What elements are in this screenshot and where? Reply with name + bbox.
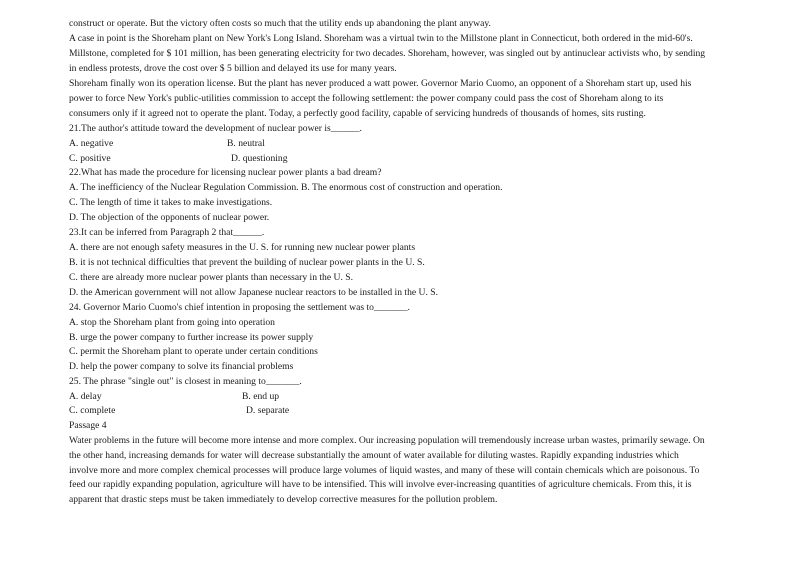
passage4-line-5: apparent that drastic steps must be taken immediately to develop corrective measures for the pollution problem.: [69, 494, 498, 505]
question-21-option-c: C. positive: [69, 153, 111, 164]
question-25-option-d: D. separate: [246, 405, 290, 416]
question-22-option-c: C. The length of time it takes to make investigations.: [69, 197, 273, 208]
question-22-option-d: D. The objection of the opponents of nuclear power.: [69, 212, 270, 223]
passage3-line-1: construct or operate. But the victory often costs so much that the utility ends up abandoning the plant anyway.: [69, 18, 491, 29]
question-25-option-b: B. end up: [242, 391, 280, 402]
passage3-line-5: Shoreham finally won its operation license. But the plant has never produced a watt power. Governor Mario Cuomo, an opponent of a Shoreham start up, used his: [69, 78, 692, 89]
question-24-option-b: B. urge the power company to further increase its power supply: [69, 332, 314, 343]
passage4-heading: Passage 4: [69, 420, 107, 431]
passage4-line-3: involve more and more complex chemical processes will produce large volumes of liquid wastes, and many of these will contain chemicals which are poisonous. To: [69, 465, 700, 476]
question-25-option-a: A. delay: [69, 391, 102, 402]
question-24-option-c: C. permit the Shoreham plant to operate under certain conditions: [69, 346, 318, 357]
question-25-stem: 25. The phrase "single out" is closest in meaning to_______.: [69, 376, 302, 387]
question-22-stem: 22.What has made the procedure for licensing nuclear power plants a bad dream?: [69, 167, 382, 178]
question-21-option-b: B. neutral: [227, 138, 265, 149]
passage3-line-4: in endless protests, drove the cost over $ 5 billion and delayed its use for many years.: [69, 63, 397, 74]
question-23-option-c: C. there are already more nuclear power plants than necessary in the U. S.: [69, 272, 353, 283]
question-22-options-ab: A. The inefficiency of the Nuclear Regulation Commission. B. The enormous cost of construction and operation.: [69, 182, 503, 193]
passage3-line-6: power to force New York's public-utilities commission to accept the following settlement: the power company could pass the cost of Shoreham along to its: [69, 93, 664, 104]
question-21-option-a: A. negative: [69, 138, 114, 149]
passage3-line-3: Millstone, completed for $ 101 million, has been generating electricity for two decades. Shoreham, however, was singled out by antinuclear activists who, by sending: [69, 48, 706, 59]
question-21-option-d: D. questioning: [231, 153, 288, 164]
passage4-line-2: the other hand, increasing demands for water will decrease substantially the amount of water available for diluting wastes. Rapidly expanding industries which: [69, 450, 679, 461]
passage3-line-7: consumers only if it agreed not to operate the plant. Today, a perfectly good facility, capable of servicing hundreds of thousands of homes, sits rusting.: [69, 108, 646, 119]
question-23-stem: 23.It can be inferred from Paragraph 2 that______.: [69, 227, 265, 238]
question-24-option-d: D. help the power company to solve its financial problems: [69, 361, 294, 372]
question-24-stem: 24. Governor Mario Cuomo's chief intention in proposing the settlement was to_______.: [69, 302, 410, 313]
question-21-stem: 21.The author's attitude toward the development of nuclear power is______.: [69, 123, 362, 134]
passage4-line-4: feed our rapidly expanding population, agriculture will have to be intensified. This will involve ever-increasing quantities of agriculture chemicals. From this, it is: [69, 479, 692, 490]
question-24-option-a: A. stop the Shoreham plant from going into operation: [69, 317, 275, 328]
passage3-line-2: A case in point is the Shoreham plant on New York's Long Island. Shoreham was a virtual twin to the Millstone plant in Connecticut, both ordered in the mid-60's.: [69, 33, 693, 44]
question-23-option-a: A. there are not enough safety measures in the U. S. for running new nuclear power plants: [69, 242, 416, 253]
question-23-option-b: B. it is not technical difficulties that prevent the building of nuclear power plants in the U. S.: [69, 257, 425, 268]
question-25-option-c: C. complete: [69, 405, 116, 416]
passage4-line-1: Water problems in the future will become more intense and more complex. Our increasing population will tremendously increase urban wastes, primarily sewage. On: [69, 435, 705, 446]
question-23-option-d: D. the American government will not allow Japanese nuclear reactors to be installed in the U. S.: [69, 287, 438, 298]
